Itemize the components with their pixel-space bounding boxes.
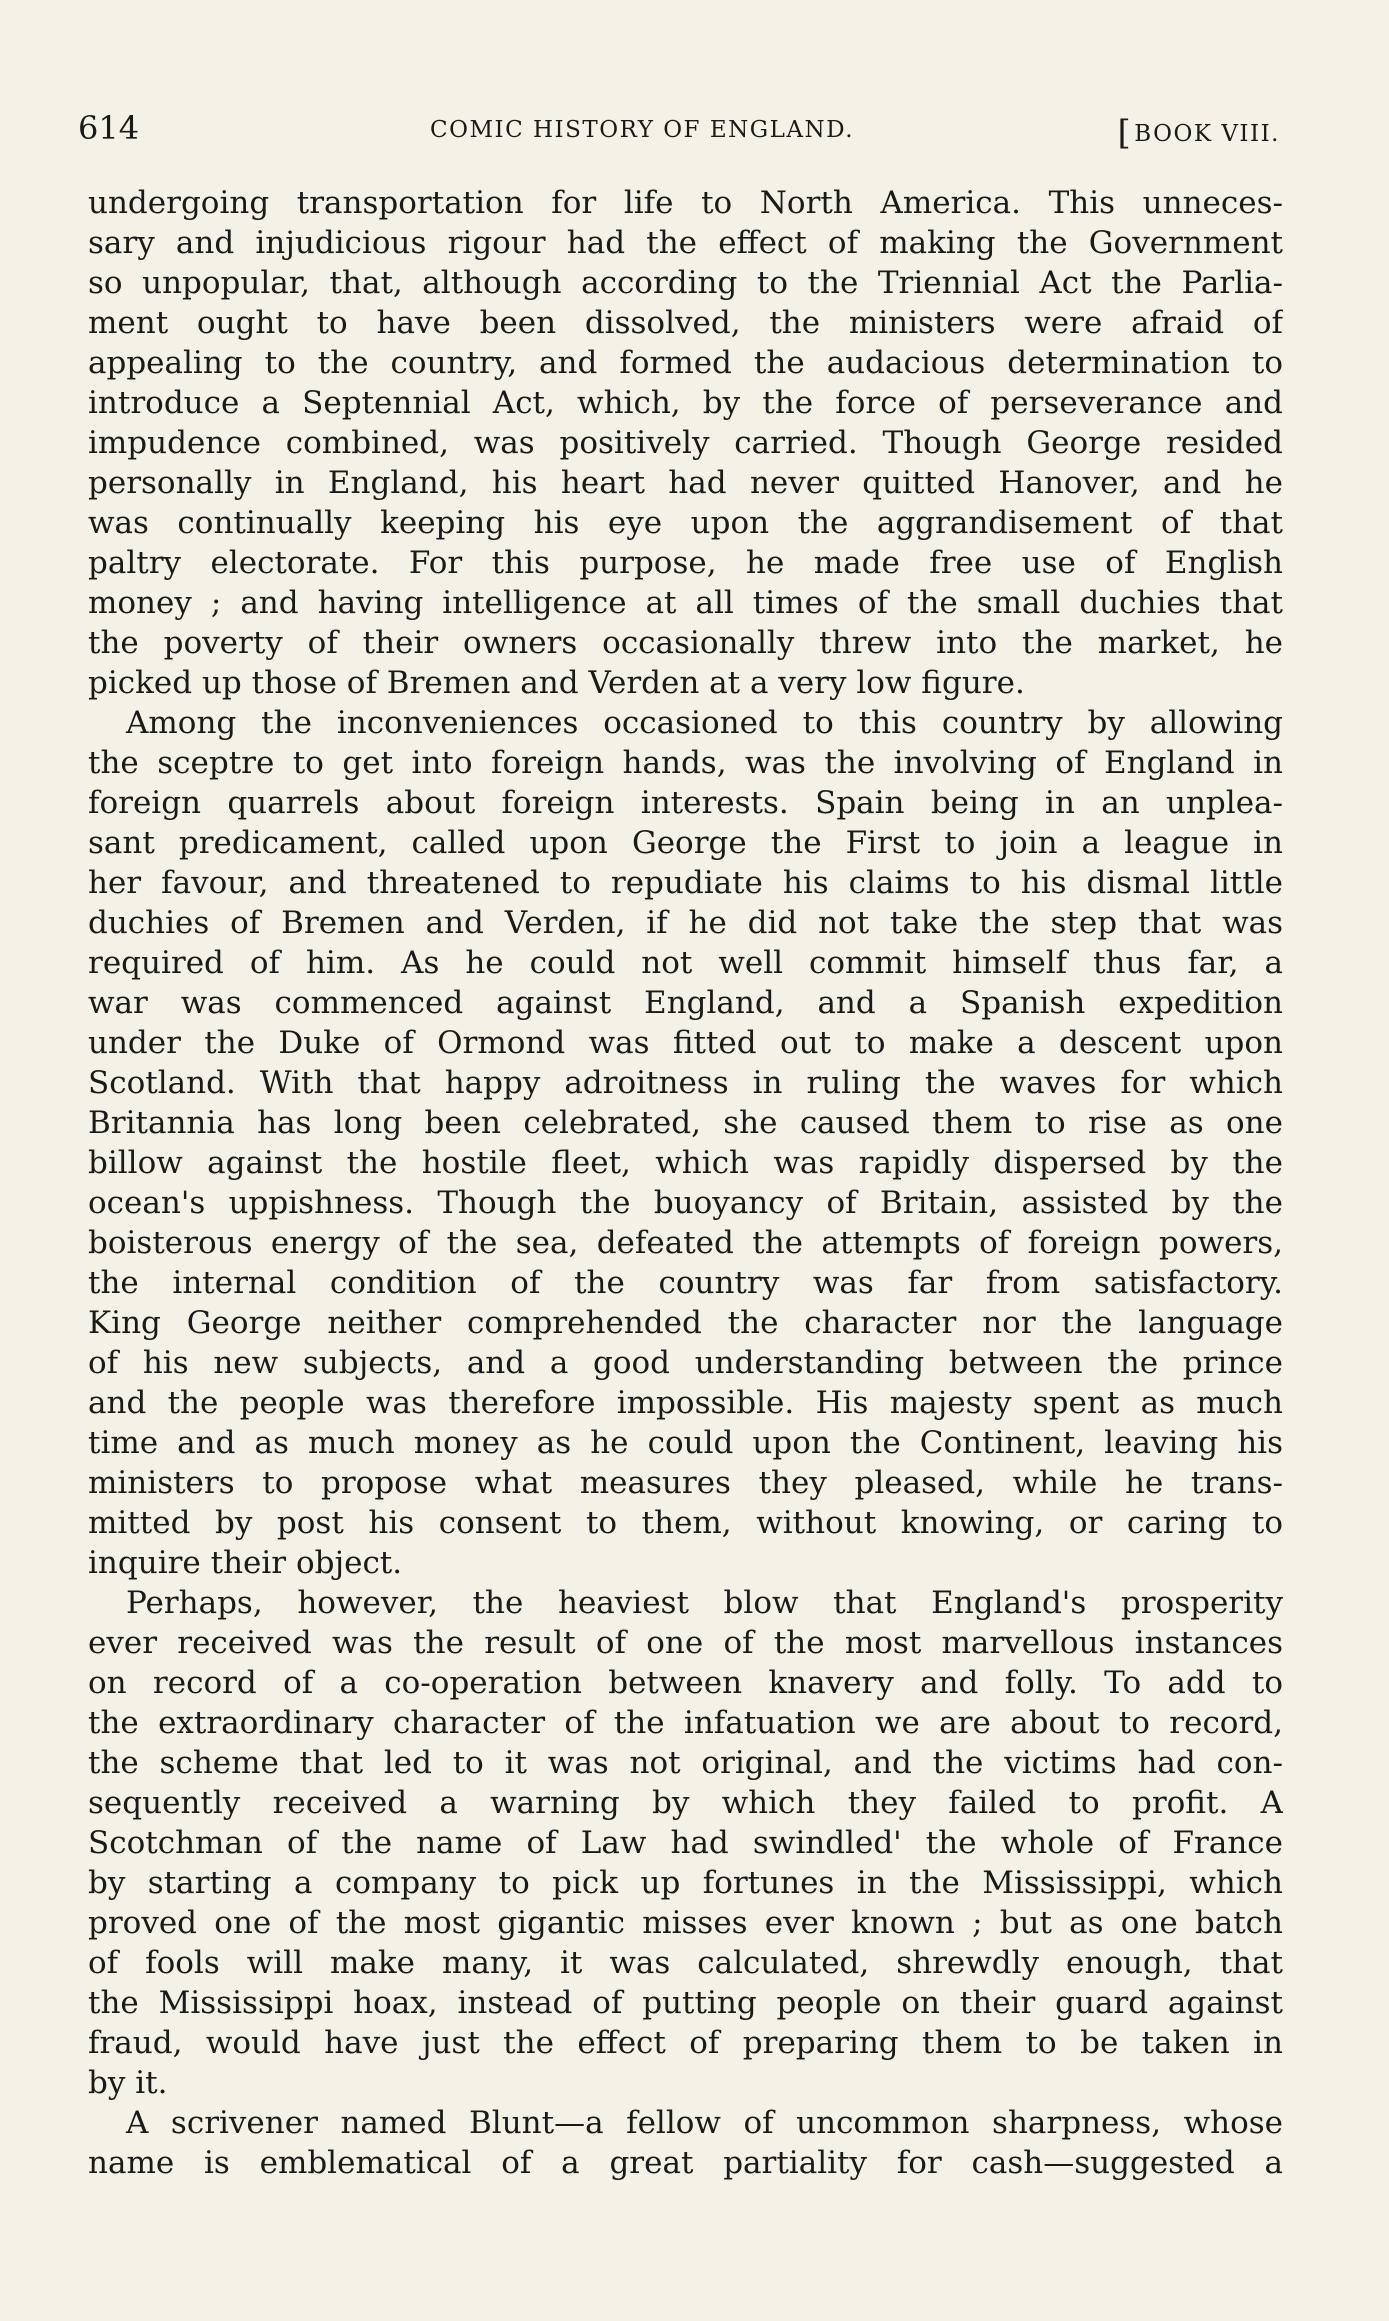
text-line: required of him. As he could not well commit himself thus far, a (88, 945, 1283, 981)
text-line: sequently received a warning by which they failed to profit. A (88, 1785, 1283, 1821)
text-line: of his new subjects, and a good understanding between the prince (88, 1345, 1283, 1381)
text-line: undergoing transportation for life to North America. This unneces- (88, 185, 1283, 221)
text-line: on record of a co-operation between knavery and folly. To add to (88, 1665, 1283, 1701)
text-line: Scotland. With that happy adroitness in ruling the waves for which (88, 1065, 1283, 1101)
paragraph (88, 183, 1283, 703)
paragraph (88, 2103, 1283, 2183)
page-number: 614 (78, 109, 140, 147)
text-line: ment ought to have been dissolved, the ministers were afraid of (88, 305, 1283, 341)
text-line: by it. (88, 2065, 168, 2101)
paragraph (88, 703, 1283, 1583)
text-line: sary and injudicious rigour had the effect of making the Government (88, 225, 1283, 261)
text-line: war was commenced against England, and a Spanish expedition (88, 985, 1283, 1021)
text-line: name is emblematical of a great partiality for cash—suggested a (88, 2145, 1283, 2181)
text-line: her favour, and threatened to repudiate his claims to his dismal little (88, 865, 1283, 901)
text-line: proved one of the most gigantic misses ever known ; but as one batch (88, 1905, 1283, 1941)
text-line: foreign quarrels about foreign interests. Spain being in an unplea- (88, 785, 1283, 821)
text-line: paltry electorate. For this purpose, he made free use of English (88, 545, 1283, 581)
running-head (78, 108, 1280, 153)
text-line: A scrivener named Blunt—a fellow of uncommon sharpness, whose (126, 2105, 1283, 2141)
text-line: sant predicament, called upon George the First to join a league in (88, 825, 1283, 861)
body-text (88, 183, 1283, 2183)
paragraph (88, 1583, 1283, 2103)
text-line: ocean's uppishness. Though the buoyancy of Britain, assisted by the (88, 1185, 1283, 1221)
text-line: ministers to propose what measures they pleased, while he trans- (88, 1465, 1283, 1501)
text-line: Scotchman of the name of Law had swindled' the whole of France (88, 1825, 1283, 1861)
book-label-text: BOOK VIII. (1134, 121, 1280, 147)
text-line: time and as much money as he could upon the Continent, leaving his (88, 1425, 1283, 1461)
text-line: by starting a company to pick up fortunes in the Mississippi, which (88, 1865, 1283, 1901)
text-line: the internal condition of the country was far from satisfactory. (88, 1265, 1283, 1301)
text-line: appealing to the country, and formed the audacious determination to (88, 345, 1283, 381)
text-line: the scheme that led to it was not original, and the victims had con- (88, 1745, 1283, 1781)
text-line: under the Duke of Ormond was fitted out to make a descent upon (88, 1025, 1283, 1061)
text-line: impudence combined, was positively carried. Though George resided (88, 425, 1283, 461)
text-line: fraud, would have just the effect of preparing them to be taken in (88, 2025, 1283, 2061)
bracket: [ (1117, 113, 1133, 153)
text-line: King George neither comprehended the character nor the language (88, 1305, 1283, 1341)
text-line: the sceptre to get into foreign hands, was the involving of England in (88, 745, 1283, 781)
text-line: Among the inconveniences occasioned to this country by allowing (126, 705, 1283, 741)
text-line: boisterous energy of the sea, defeated the attempts of foreign powers, (88, 1225, 1283, 1261)
text-line: personally in England, his heart had never quitted Hanover, and he (88, 465, 1283, 501)
book-label (1118, 112, 1280, 152)
text-line: and the people was therefore impossible. His majesty spent as much (88, 1385, 1283, 1421)
running-title: COMIC HISTORY OF ENGLAND. (430, 117, 855, 143)
text-line: of fools will make many, it was calculated, shrewdly enough, that (88, 1945, 1283, 1981)
text-line: picked up those of Bremen and Verden at a very low figure. (88, 665, 1025, 701)
text-line: ever received was the result of one of the most marvellous instances (88, 1625, 1283, 1661)
text-line: money ; and having intelligence at all times of the small duchies that (88, 585, 1283, 621)
text-line: so unpopular, that, although according to the Triennial Act the Parlia- (88, 265, 1283, 301)
text-line: duchies of Bremen and Verden, if he did not take the step that was (88, 905, 1283, 941)
text-line: the extraordinary character of the infatuation we are about to record, (88, 1705, 1283, 1741)
text-line: introduce a Septennial Act, which, by the force of perseverance and (88, 385, 1283, 421)
text-line: was continually keeping his eye upon the aggrandisement of that (88, 505, 1283, 541)
text-line: inquire their object. (88, 1545, 403, 1581)
text-line: Britannia has long been celebrated, she caused them to rise as one (88, 1105, 1283, 1141)
text-line: Perhaps, however, the heaviest blow that England's prosperity (126, 1585, 1283, 1621)
text-line: the poverty of their owners occasionally threw into the market, he (88, 625, 1283, 661)
text-line: mitted by post his consent to them, without knowing, or caring to (88, 1505, 1283, 1541)
text-line: the Mississippi hoax, instead of putting people on their guard against (88, 1985, 1283, 2021)
text-line: billow against the hostile fleet, which was rapidly dispersed by the (88, 1145, 1283, 1181)
